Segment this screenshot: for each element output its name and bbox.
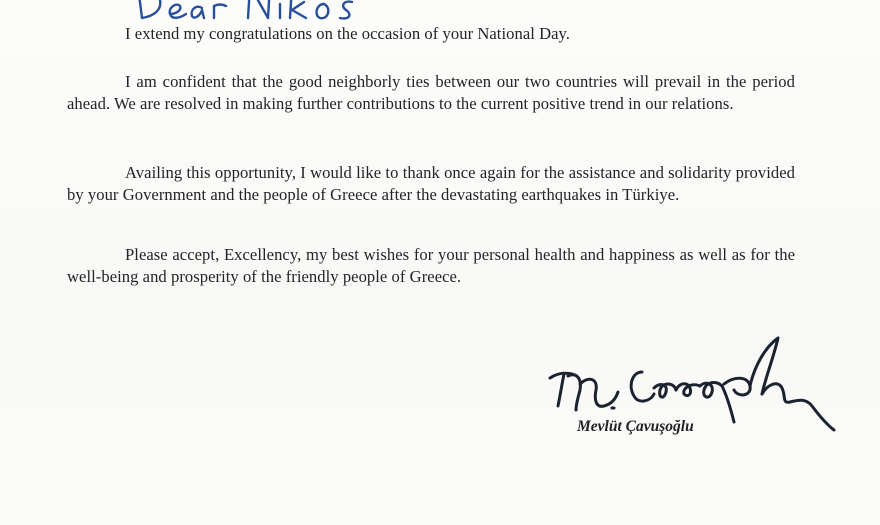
paragraph-closing-wishes: Please accept, Excellency, my best wishes for your personal health and happiness as well as for the well-being and prosperity of the friendly people of Greece. xyxy=(67,245,795,286)
handwritten-signature xyxy=(542,332,842,432)
signer-name: Mevlüt Çavuşoğlu xyxy=(577,418,694,435)
handwritten-salutation xyxy=(132,0,372,24)
paragraph-neighborly-ties: I am confident that the good neighborly ties between our two countries will prevail in the period ahead. We are resolved in making further contributions to the current positive trend in our relations. xyxy=(67,72,795,113)
paragraph-earthquake-thanks: Availing this opportunity, I would like to thank once again for the assistance and solidarity provided by your Government and the people of Greece after the devastating earthquakes in Türkiye. xyxy=(67,163,795,204)
paragraph-congratulations: I extend my congratulations on the occasion of your National Day. xyxy=(125,24,571,43)
